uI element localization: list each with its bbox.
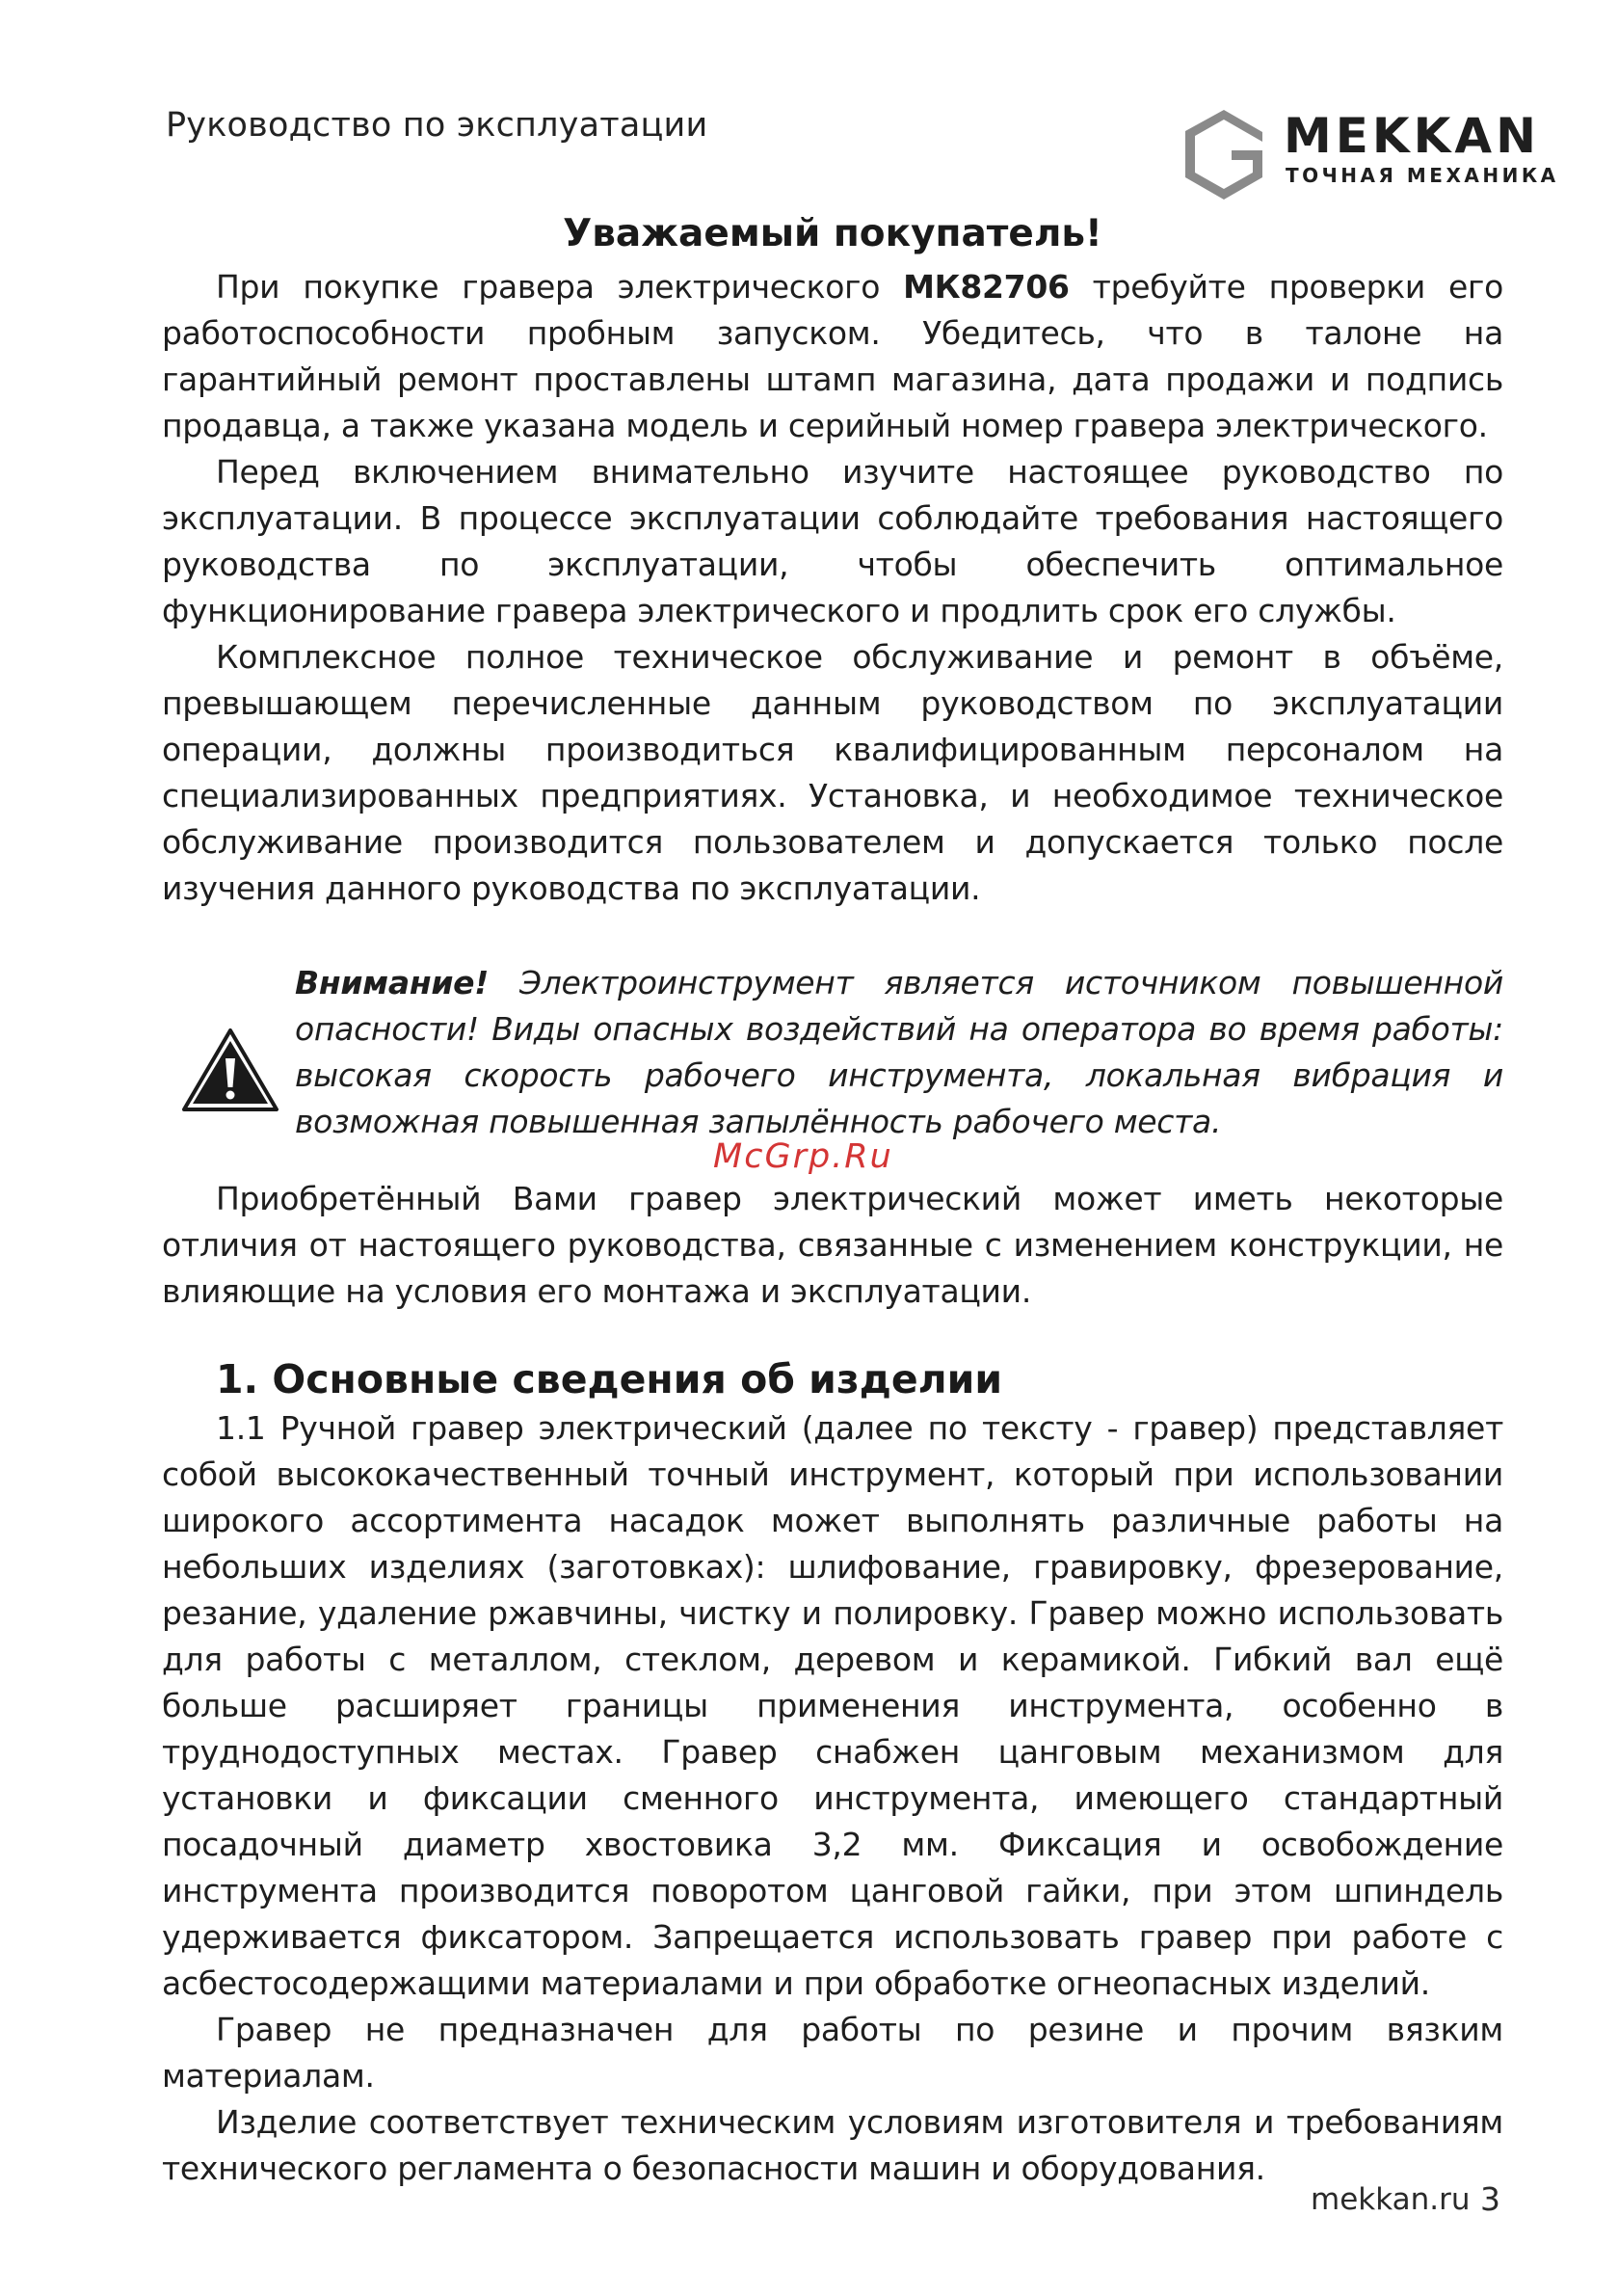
warning-triangle-icon (181, 1028, 279, 1112)
main-content (162, 204, 1503, 2192)
section-1-paragraph-1: 1.1 Ручной гравер электрический (далее по тексту - гравер) представляет собой высококачественный точный инструмент, который при использовании широкого ассортимента насадок может выполнять различные работы на небольших изделиях (заготовках): шлифование, гравировку, фрезерование, резание, удаление ржавчины, чистку и полировку. Гравер можно использовать для работы с металлом, стеклом, деревом и керамикой. Гибкий вал ещё больше расширяет границы применения инструмента, особенно в труднодоступных местах. Гравер снабжен цанговым механизмом для установки и фиксации сменного инструмента, имеющего стандартный посадочный диаметр хвостовика 3,2 мм. Фиксация и освобождение инструмента производится поворотом цанговой гайки, при этом шпиндель удерживается фиксатором. Запрещается использовать гравер при работе с асбестосодержащими материалами и при обработке огнеопасных изделий. (162, 1409, 1503, 2002)
model-number: МК82706 (903, 268, 1070, 306)
logo-mark-icon (1183, 106, 1270, 202)
section-1-paragraph-2: Гравер не предназначен для работы по резине и прочим вязким материалам. (162, 2011, 1503, 2095)
differences-paragraph: Приобретённый Вами гравер электрический может иметь некоторые отличия от настоящего руководства, связанные с изменением конструкции, не влияющие на условия его монтажа и эксплуатации. (162, 1180, 1503, 1310)
warning-block (162, 960, 1503, 1145)
greeting-heading: Уважаемый покупатель! (563, 212, 1102, 255)
warning-body: Электроинструмент является источником повышенной опасности! Виды опасных воздействий на оператора во время работы: высокая скорость рабочего инструмента, локальная вибрация и возможная повышенная запылённость рабочего места. (295, 964, 1503, 1140)
footer-site: mekkan.ru (1311, 2182, 1471, 2217)
intro-paragraph-1 (162, 264, 1503, 449)
intro-paragraph-2: Перед включением внимательно изучите настоящее руководство по эксплуатации. В процессе эксплуатации соблюдайте требования настоящего руководства по эксплуатации, чтобы обеспечить оптимальное функционирование гравера электрического и продлить срок его службы. (162, 453, 1503, 629)
watermark: McGrp.Ru (713, 1137, 893, 1176)
warning-lead: Внимание! (295, 964, 489, 1001)
intro-paragraph-3: Комплексное полное техническое обслуживание и ремонт в объёме, превышающем перечисленные данным руководством по эксплуатации операции, должны производиться квалифицированным персоналом на специализированных предприятиях. Установка, и необходимое техническое обслуживание производится пользователем и допускается только после изучения данного руководства по эксплуатации. (162, 638, 1503, 907)
logo-subtitle: ТОЧНАЯ МЕХАНИКА (1286, 164, 1559, 187)
logo-name: MEKKAN (1284, 108, 1540, 164)
header-title: Руководство по эксплуатации (166, 106, 708, 145)
intro-p1-after: требуйте проверки его работоспособности пробным запуском. Убедитесь, что в талоне на гарантийный ремонт проставлены штамп магазина, дата продажи и подпись продавца, а также указана модель и серийный номер гравера электрического. (162, 268, 1503, 444)
intro-p1-before: При покупке гравера электрического (216, 268, 904, 306)
page-number: 3 (1480, 2180, 1500, 2218)
brand-logo (1183, 106, 1559, 202)
section-1-title: 1. Основные сведения об изделии (216, 1356, 1003, 1402)
section-1-paragraph-3: Изделие соответствует техническим условиям изготовителя и требованиям технического регламента о безопасности машин и оборудования. (162, 2103, 1503, 2187)
warning-text (295, 960, 1503, 1145)
